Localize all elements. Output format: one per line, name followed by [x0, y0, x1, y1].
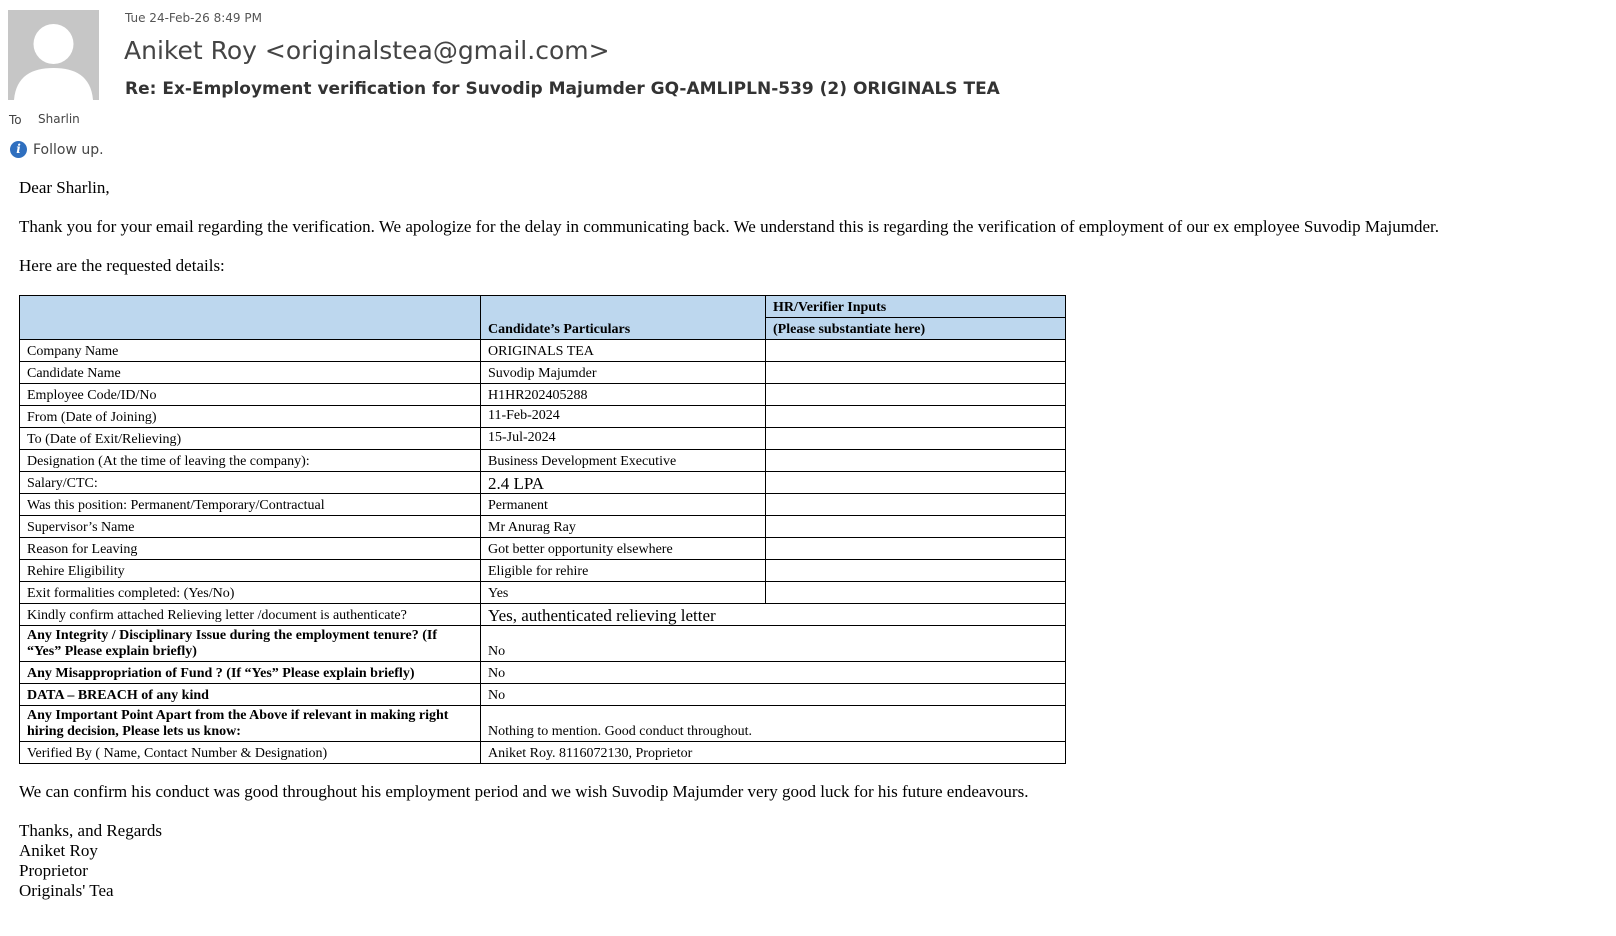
row-value: No: [481, 626, 1066, 662]
email-header: [0, 0, 1616, 170]
row-hr-input: [766, 450, 1066, 472]
intro-paragraph: Thank you for your email regarding the verification. We apologize for the delay in communicating back. We understand this is regarding the verification of employment of our ex employee Suvodip Majumder.: [19, 217, 1439, 236]
row-value: No: [481, 662, 1066, 684]
row-value: 15-Jul-2024: [481, 428, 766, 450]
table-row: [20, 384, 1066, 406]
row-label: Designation (At the time of leaving the company):: [20, 450, 481, 472]
sender-avatar[interactable]: [8, 10, 99, 100]
row-value: Nothing to mention. Good conduct throughout.: [481, 706, 1066, 742]
table-row: [20, 450, 1066, 472]
row-hr-input: [766, 582, 1066, 604]
row-value: No: [481, 684, 1066, 706]
row-label: Rehire Eligibility: [20, 560, 481, 582]
row-label: Kindly confirm attached Relieving letter /document is authenticate?: [20, 604, 481, 626]
table-row: [20, 538, 1066, 560]
row-value: Eligible for rehire: [481, 560, 766, 582]
row-value: H1HR202405288: [481, 384, 766, 406]
table-row: [20, 662, 1066, 684]
row-hr-input: [766, 494, 1066, 516]
row-value: 11-Feb-2024: [481, 406, 766, 428]
signature-closing: Thanks, and Regards: [19, 821, 163, 840]
table-row: [20, 582, 1066, 604]
table-row: [20, 340, 1066, 362]
table-row: [20, 362, 1066, 384]
table-row: [20, 706, 1066, 742]
row-label: Was this position: Permanent/Temporary/Contractual: [20, 494, 481, 516]
table-row: [20, 428, 1066, 450]
row-hr-input: [766, 362, 1066, 384]
signature-block: [19, 821, 1609, 901]
table-row: [20, 406, 1066, 428]
row-hr-input: [766, 384, 1066, 406]
row-value: Permanent: [481, 494, 766, 516]
closing-paragraph: We can confirm his conduct was good throughout his employment period and we wish Suvodip Majumder very good luck for his future endeavours.: [19, 782, 1029, 801]
table-row: [20, 494, 1066, 516]
row-label: Any Important Point Apart from the Above if relevant in making right hiring decision, Please lets us know:: [20, 706, 481, 742]
row-hr-input: [766, 538, 1066, 560]
email-body: [19, 178, 1609, 901]
to-label: To: [9, 113, 22, 127]
table-row: [20, 560, 1066, 582]
row-label: Any Misappropriation of Fund ? (If “Yes” Please explain briefly): [20, 662, 481, 684]
row-label: Any Integrity / Disciplinary Issue during the employment tenure? (If “Yes” Please explain briefly): [20, 626, 481, 662]
row-label: Exit formalities completed: (Yes/No): [20, 582, 481, 604]
follow-up-flag[interactable]: [10, 141, 104, 158]
row-value: Suvodip Majumder: [481, 362, 766, 384]
row-value: Got better opportunity elsewhere: [481, 538, 766, 560]
header-particulars: Candidate’s Particulars: [481, 296, 766, 340]
row-label: Company Name: [20, 340, 481, 362]
signature-company: Originals' Tea: [19, 881, 114, 900]
info-icon: i: [10, 141, 27, 158]
row-value: Yes: [481, 582, 766, 604]
row-label: From (Date of Joining): [20, 406, 481, 428]
row-hr-input: [766, 406, 1066, 428]
header-hr-inputs: HR/Verifier Inputs: [766, 296, 1066, 318]
table-row: [20, 742, 1066, 764]
email-timestamp: Tue 24-Feb-26 8:49 PM: [125, 11, 262, 25]
row-label: Verified By ( Name, Contact Number & Designation): [20, 742, 481, 764]
table-row: [20, 472, 1066, 494]
row-label: Salary/CTC:: [20, 472, 481, 494]
row-label: To (Date of Exit/Relieving): [20, 428, 481, 450]
row-label: Employee Code/ID/No: [20, 384, 481, 406]
row-hr-input: [766, 428, 1066, 450]
signature-title: Proprietor: [19, 861, 88, 880]
sender-name[interactable]: Aniket Roy <originalstea@gmail.com>: [124, 36, 610, 65]
row-hr-input: [766, 340, 1066, 362]
row-label: Supervisor’s Name: [20, 516, 481, 538]
row-hr-input: [766, 472, 1066, 494]
person-silhouette-icon: [8, 10, 99, 100]
row-value: ORIGINALS TEA: [481, 340, 766, 362]
recipient-name[interactable]: Sharlin: [38, 112, 80, 126]
table-row: [20, 604, 1066, 626]
header-blank-cell: [20, 296, 481, 340]
row-value: Mr Anurag Ray: [481, 516, 766, 538]
greeting: Dear Sharlin,: [19, 178, 110, 197]
row-label: DATA – BREACH of any kind: [20, 684, 481, 706]
table-row: [20, 626, 1066, 662]
table-row: [20, 684, 1066, 706]
follow-up-text: Follow up.: [33, 141, 104, 158]
table-row: [20, 516, 1066, 538]
email-subject: Re: Ex-Employment verification for Suvodip Majumder GQ-AMLIPLN-539 (2) ORIGINALS TEA: [125, 79, 1000, 99]
verification-table: [19, 295, 1066, 764]
row-value: Yes, authenticated relieving letter: [481, 604, 1066, 626]
details-intro: Here are the requested details:: [19, 256, 225, 275]
row-value: Aniket Roy. 8116072130, Proprietor: [481, 742, 1066, 764]
row-hr-input: [766, 516, 1066, 538]
header-substantiate: (Please substantiate here): [766, 318, 1066, 340]
table-header-row: [20, 296, 1066, 318]
row-value: Business Development Executive: [481, 450, 766, 472]
row-value: 2.4 LPA: [481, 472, 766, 494]
row-label: Reason for Leaving: [20, 538, 481, 560]
row-hr-input: [766, 560, 1066, 582]
signature-name: Aniket Roy: [19, 841, 98, 860]
row-label: Candidate Name: [20, 362, 481, 384]
